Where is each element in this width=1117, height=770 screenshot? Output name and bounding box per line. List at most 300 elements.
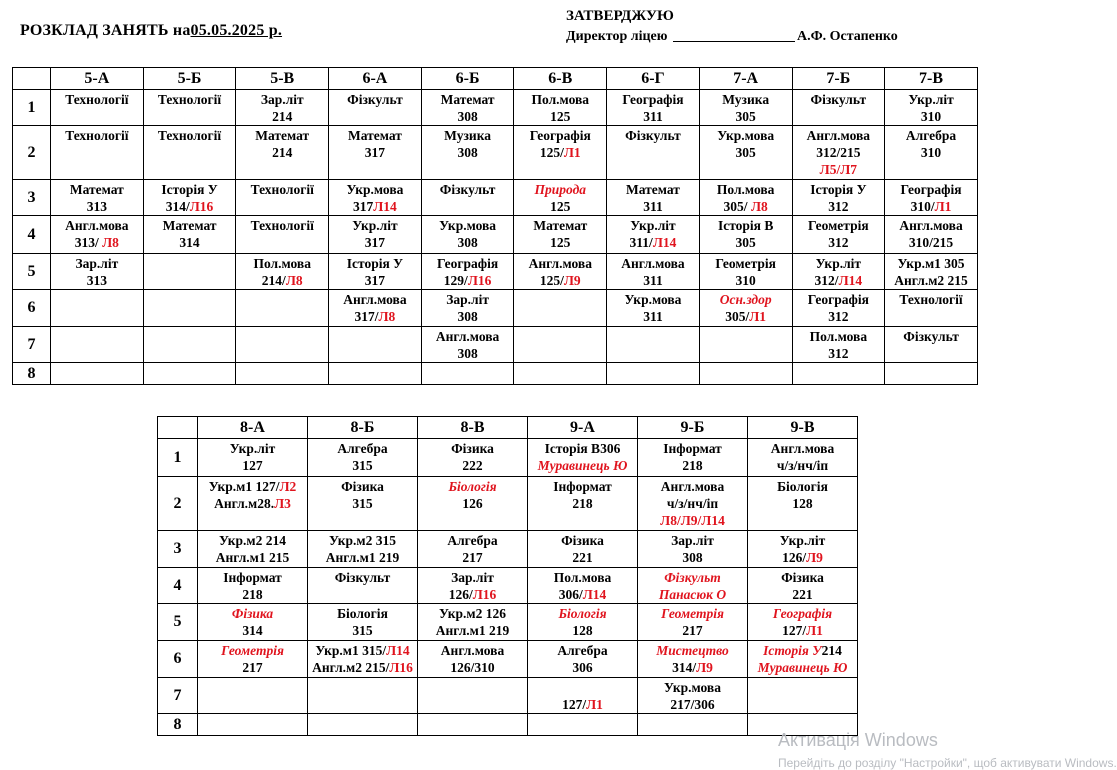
lesson-number: 3 [158,531,198,568]
lesson-content [638,678,747,713]
lesson-cell [329,254,422,290]
lesson-content [308,531,417,566]
lesson-cell [748,604,858,641]
lesson-cell [421,327,514,363]
lesson-content [638,531,747,566]
lesson-number: 4 [158,568,198,604]
lesson-cell [51,180,144,216]
lesson-content [885,180,977,215]
lesson-content [236,216,328,234]
lesson-row [13,290,978,327]
lesson-text: Технології [157,128,222,143]
class-header: 7-В [885,68,978,90]
lesson-content [329,90,421,108]
lesson-row [13,90,978,126]
lesson-number: 8 [158,714,198,736]
lesson-number: 7 [13,327,51,363]
lesson-cell [143,216,236,254]
lesson-text: Математ 311 [626,182,680,214]
lesson-text: Пол.мова 306/ [553,570,612,602]
lesson-content [198,439,307,474]
lesson-content [198,477,307,512]
lesson-text: Технології [65,128,129,143]
lesson-text: Укр.м2 126 Англ.м1 219 [435,606,510,638]
lesson-content [308,439,417,474]
lesson-row [13,180,978,216]
lesson-text: 314 [242,623,263,638]
lesson-content [528,641,637,676]
lesson-cell [143,327,236,363]
lesson-number: 5 [13,254,51,290]
lesson-content [793,216,885,251]
windows-activation-watermark [778,730,1117,770]
lesson-content [51,126,143,144]
teacher-substitution-note: Л14 [373,199,397,214]
schedule-table-grades-5-7 [12,67,978,385]
lesson-content [236,363,328,364]
lesson-content [418,641,527,676]
lesson-content [236,254,328,289]
class-header: 6-Б [421,68,514,90]
class-header: 9-А [528,417,638,439]
lesson-content [748,678,857,679]
lesson-text: Геометрія 310 [715,256,776,288]
lesson-content [422,126,514,161]
teacher-substitution-note: Л8/Л9/Л14 [660,513,725,528]
lesson-content [700,327,792,328]
signature-blank [673,41,795,42]
lesson-cell [607,290,700,327]
lesson-cell [638,714,748,736]
lesson-content [514,363,606,364]
lesson-text: Укр.мова 311 [624,292,682,324]
lesson-row [13,327,978,363]
lesson-cell [885,126,978,180]
lesson-content [528,678,637,713]
lesson-text: 314/ [672,660,697,675]
lesson-text: Фізкульт [347,92,403,107]
lesson-cell [748,439,858,477]
lesson-cell [638,604,748,641]
lesson-content [144,126,236,144]
lesson-content [144,363,236,364]
lesson-text: Технології [157,92,222,107]
lesson-text: Укр.літ 312/ [814,256,862,288]
teacher-substitution-note: Л14 [582,587,607,602]
lesson-content [198,714,307,715]
class-header: 7-Б [792,68,885,90]
lesson-cell [329,90,422,126]
lesson-cell [51,126,144,180]
lesson-content [607,290,699,325]
lesson-cell [528,641,638,678]
lesson-content [638,714,747,715]
lesson-cell [748,678,858,714]
lesson-row [158,714,858,736]
lesson-text: Укр.літ 127 [229,441,276,473]
lesson-text: Англ.мова 126/310 [440,643,505,675]
teacher-substitution-note: Л9 [806,550,823,565]
lesson-text: Зар.літ 126/ [448,570,494,602]
title-date: 05.05.2025 р. [190,22,283,39]
class-header: 8-А [198,417,308,439]
lesson-cell [308,641,418,678]
lesson-cell [308,714,418,736]
lesson-cell [308,678,418,714]
teacher-substitution-note: Л14 [386,643,410,658]
lesson-cell [198,604,308,641]
lesson-content [607,90,699,125]
lesson-content [308,641,417,676]
approve-role: Директор ліцею [566,29,668,44]
lesson-cell [198,678,308,714]
lesson-content [422,180,514,198]
class-header: 8-Б [308,417,418,439]
lesson-content [700,290,792,325]
lesson-text: Укр.мова 305 [717,128,775,160]
lesson-cell [51,290,144,327]
lesson-cell [528,714,638,736]
teacher-substitution-note: Л1 [806,623,823,638]
lesson-content [418,678,527,679]
lesson-text: Технології [899,292,963,307]
lesson-cell [236,126,329,180]
lesson-cell [236,290,329,327]
lesson-cell [51,216,144,254]
lesson-content [885,363,977,364]
lesson-text: Музика 305 [722,92,770,124]
lesson-text: Англ.мова 311 [621,256,685,288]
lesson-content [793,290,885,325]
lesson-cell [51,90,144,126]
lesson-row [13,216,978,254]
lesson-content [144,290,236,291]
lesson-cell [418,714,528,736]
lesson-text: Зар.літ 214 [260,92,304,124]
lesson-cell [792,180,885,216]
teacher-substitution-note: Л14 [838,273,863,288]
lesson-cell [329,216,422,254]
lesson-cell [638,439,748,477]
lesson-content [308,568,417,586]
lesson-content [236,90,328,125]
lesson-text: Алгебра 315 [337,441,388,473]
lesson-text: Математ 125 [533,218,588,250]
teacher-substitution-note: Осн.здор [719,292,772,307]
lesson-content [198,604,307,639]
lesson-text: Історія У 312 [810,182,867,214]
lesson-text: Англ.мова ч/з/нч/іп [770,441,835,473]
class-header: 7-А [699,68,792,90]
lesson-content [236,327,328,328]
title-prefix: РОЗКЛАД ЗАНЯТЬ на [20,22,191,39]
lesson-text: Фізика 221 [561,533,604,565]
lesson-cell [885,90,978,126]
teacher-substitution-note: Геометрія [221,643,284,658]
lesson-cell [198,531,308,568]
lesson-cell [699,180,792,216]
lesson-cell [885,254,978,290]
lesson-cell [198,568,308,604]
lesson-content [638,641,747,676]
lesson-row [158,641,858,678]
lesson-cell [528,439,638,477]
lesson-cell [421,126,514,180]
lesson-content [418,604,527,639]
teacher-substitution-note: Л8 [378,309,396,324]
class-header: 9-В [748,417,858,439]
lesson-content [748,604,857,639]
lesson-content [514,180,606,215]
lesson-content [308,477,417,512]
lesson-cell [421,290,514,327]
lesson-content [51,180,143,215]
teacher-substitution-note: Біологія [448,479,497,494]
lesson-text: Математ 314 [162,218,217,250]
lesson-cell [418,568,528,604]
lesson-cell [792,126,885,180]
lesson-text: Географія 312 [807,292,869,324]
lesson-content [308,714,417,715]
lesson-content [607,180,699,215]
lesson-text: Математ 308 [440,92,495,124]
teacher-substitution-note: Л9 [563,273,581,288]
lesson-cell [51,327,144,363]
lesson-content [418,439,527,474]
class-header: 6-Г [607,68,700,90]
lesson-text: Інформат 218 [553,479,612,511]
lesson-text: Біологія 128 [777,479,828,511]
lesson-cell [792,216,885,254]
teacher-substitution-note: Муравинець Ю [757,660,848,675]
lesson-text: Укр.літ 126/ [779,533,826,565]
lesson-text: Математ 313 [69,182,124,214]
lesson-cell [514,327,607,363]
lesson-cell [885,290,978,327]
lesson-row [158,604,858,641]
lesson-cell [607,216,700,254]
lesson-text: Англ.мова 310/215 [899,218,963,250]
lesson-text: Історія У 317 [346,256,404,288]
lesson-number: 6 [13,290,51,327]
lesson-cell [418,531,528,568]
lesson-content [793,327,885,362]
lesson-row [13,363,978,385]
lesson-text: Фізкульт [439,182,496,197]
lesson-cell [528,531,638,568]
lesson-cell [638,477,748,531]
lesson-row [13,254,978,290]
lesson-text: Історія В 305 [717,218,774,250]
lesson-text: Англ.мова ч/з/нч/іп [660,479,725,511]
lesson-text: Укр.м1 305 Англ.м2 215 [894,256,968,288]
lesson-row [158,439,858,477]
lesson-cell [198,641,308,678]
schedule-table-grades-8-9 [157,416,858,736]
lesson-content [236,290,328,291]
lesson-content [422,216,514,251]
lesson-text: 128 [572,623,593,638]
lesson-content [638,604,747,639]
lesson-text: Укр.мова 317 [346,182,404,214]
lesson-cell [699,90,792,126]
teacher-substitution-note: Історія У [763,643,822,658]
lesson-text: Зар.літ 308 [446,292,489,324]
approve-name: А.Ф. Остапенко [796,29,898,44]
teacher-substitution-note: Геометрія [661,606,724,621]
lesson-text: Фізика 315 [341,479,384,511]
lesson-content [329,327,421,328]
teacher-substitution-note: Л1 [586,697,603,712]
lesson-content [51,327,143,328]
lesson-text: Англ.мова 308 [435,329,500,361]
lesson-content [144,216,236,251]
lesson-cell [699,126,792,180]
lesson-cell [418,477,528,531]
lesson-cell [236,363,329,385]
lesson-text: Укр.м2 315 Англ.м1 219 [325,533,400,565]
lesson-text: 127/ [562,697,587,712]
lesson-text: Укр.літ 317 [352,218,398,250]
lesson-content [418,714,527,715]
teacher-substitution-note: Фізика [231,606,274,621]
lesson-text: Інформат 218 [663,441,722,473]
lesson-cell [308,568,418,604]
lesson-cell [748,641,858,678]
lesson-cell [638,641,748,678]
lesson-content [514,254,606,289]
lesson-content [422,254,514,289]
class-header: 5-Б [143,68,236,90]
lesson-content [329,254,421,289]
lesson-cell [528,604,638,641]
lesson-content [422,363,514,364]
lesson-cell [236,180,329,216]
lesson-text: Географія 311 [622,92,684,124]
teacher-substitution-note: Л1 [749,309,767,324]
lesson-text: Англ.мова 313/ [65,218,129,250]
lesson-content [198,641,307,676]
lesson-text: Географія 310/ [900,182,962,214]
lesson-cell [607,90,700,126]
lesson-content [793,254,885,289]
lesson-cell [792,363,885,385]
lesson-content [885,126,977,161]
lesson-content [329,290,421,325]
lesson-content [329,363,421,364]
lesson-cell [514,126,607,180]
lesson-content [514,90,606,125]
lesson-text: 126 [462,496,483,511]
lesson-text: Пол.мова 312 [809,329,868,361]
lesson-cell [514,363,607,385]
lesson-text: Технології [65,92,129,107]
lesson-text: 305/ [725,309,750,324]
lesson-cell [421,363,514,385]
teacher-substitution-note: Мистецтво [656,643,729,658]
lesson-cell [308,604,418,641]
lesson-cell [308,531,418,568]
lesson-content [144,327,236,328]
lesson-text: Пол.мова 125 [531,92,590,124]
lesson-cell [236,327,329,363]
teacher-substitution-note: Л16 [472,587,497,602]
lesson-content [51,216,143,251]
lesson-number: 6 [158,641,198,678]
lesson-content [748,477,857,512]
lesson-cell [329,180,422,216]
lesson-cell [885,363,978,385]
lesson-cell [528,477,638,531]
teacher-substitution-note: Л16 [467,273,492,288]
lesson-cell [514,254,607,290]
teacher-substitution-note: Л8 [750,199,768,214]
lesson-text: Пол.мова 214/ [253,256,311,288]
lesson-text: Музика 308 [444,128,492,160]
corner-cell [13,68,51,90]
lesson-cell [329,327,422,363]
lesson-cell [638,568,748,604]
lesson-cell [421,216,514,254]
lesson-cell [528,568,638,604]
lesson-text: Укр.літ 310 [908,92,954,124]
header-row [158,417,858,439]
lesson-content [638,568,747,603]
lesson-text: Укр.м2 214 Англ.м1 215 [215,533,290,565]
lesson-content [748,439,857,474]
teacher-substitution-note: Л14 [652,235,677,250]
header-row [13,68,978,90]
lesson-text: 217 [242,660,263,675]
lesson-cell [236,90,329,126]
lesson-content [418,531,527,566]
lesson-content [607,327,699,328]
lesson-cell [607,363,700,385]
lesson-number: 2 [13,126,51,180]
lesson-cell [51,254,144,290]
lesson-content [418,477,527,512]
lesson-text: Пол.мова 305/ [716,182,775,214]
lesson-content [51,290,143,291]
lesson-content [607,216,699,251]
lesson-cell [143,290,236,327]
lesson-cell [236,254,329,290]
lesson-text: Алгебра 217 [447,533,498,565]
lesson-cell [748,531,858,568]
lesson-number: 2 [158,477,198,531]
lesson-cell [514,216,607,254]
lesson-text: Англ.мова 317/ [343,292,407,324]
lesson-text: 127/ [782,623,807,638]
lesson-content [638,439,747,474]
teacher-substitution-note: Л5/Л7 [819,162,858,177]
lesson-content [528,477,637,512]
lesson-content [607,363,699,364]
lesson-cell [329,363,422,385]
lesson-content [198,568,307,603]
lesson-content [308,604,417,639]
lesson-cell [418,439,528,477]
lesson-text: Математ 317 [347,128,402,160]
lesson-content [700,180,792,215]
lesson-number: 5 [158,604,198,641]
lesson-cell [418,604,528,641]
approve-title: ЗАТВЕРДЖУЮ [566,8,674,24]
lesson-content [236,126,328,161]
lesson-cell [792,327,885,363]
lesson-number: 4 [13,216,51,254]
lesson-text: Технології [250,218,314,233]
